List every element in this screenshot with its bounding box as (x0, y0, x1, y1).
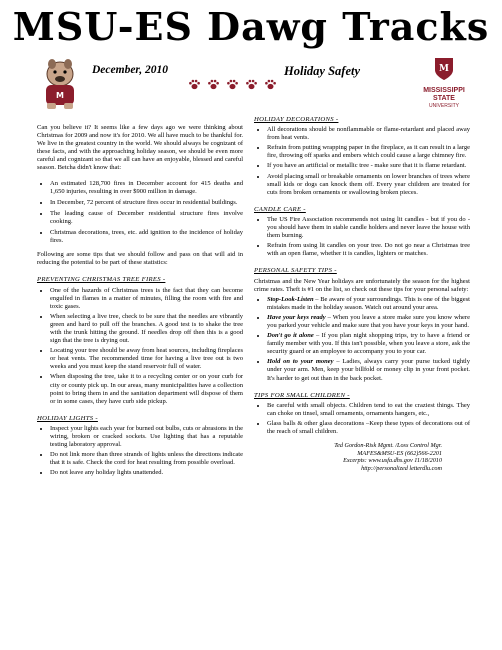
section-heading-personal-safety: PERSONAL SAFETY TIPS - (254, 267, 337, 275)
list-item: • An estimated 128,700 fires in December account for 415 deaths and 1,650 injuries, resulting in over $900 million in damage. (50, 180, 243, 196)
footer-source-date: Excerpts: www.usfa.dhs.gov 11/18/2010 (343, 457, 442, 465)
personal-safety-list (254, 296, 470, 383)
shield-icon (433, 56, 455, 82)
svg-text:M: M (439, 64, 449, 74)
right-column (254, 116, 470, 472)
university-logo (414, 56, 474, 109)
issue-title: Holiday Safety (284, 64, 361, 78)
list-item: • The US Fire Association recommends not using lit candles - but if you do - you should have them in stable candle holders and never leave the house with them burning. (267, 216, 470, 240)
list-item: • When selecting a live tree, check to be sure that the needles are vibrantly green and hard to pull off the branches. A good test is to shake the tree with the trunk hitting the ground. If needles drop off then this is a good sign that the tree is drying out. (50, 313, 243, 345)
lights-list (37, 425, 243, 478)
svg-text:M: M (56, 91, 64, 100)
logo-name: MISSISSIPPI STATE (423, 87, 465, 102)
footer-link[interactable]: http://personalized letterdlu.com (361, 464, 442, 472)
tips-intro: Following are some tips that we should follow and pass on that will aid in reducing the potential to be part of these statistics: (37, 251, 243, 267)
section-heading-decorations: HOLIDAY DECORATIONS - (254, 116, 339, 123)
list-item: • All decorations should be nonflammable or flame-retardant and placed away from heat vents. (267, 126, 470, 142)
list-item: • The leading cause of December residential structure fires involve cooking. (50, 210, 243, 226)
list-item: • Do not link more than three strands of lights unless the directions indicate that it is safe. Check the cord for heat resulting from possible overload. (50, 451, 243, 467)
decorations-list (254, 126, 470, 197)
list-item: • Refrain from putting wrapping paper in the fireplace, as it can result in a large fire, throwing off sparks and embers which could cause a large chimney fire. (267, 144, 470, 160)
statistics-list (37, 180, 243, 246)
tip-lead: Have your keys ready (267, 313, 326, 321)
small-children-list (254, 402, 470, 436)
list-item: • Glass balls & other glass decorations –Keep these types of decorations out of the reach of small children. (267, 420, 470, 436)
personal-safety-intro: Christmas and the New Year holidays are unfortunately the season for the highest crime rates. Theft is #1 on the list, so check out these tips for your personal safety: (254, 277, 470, 293)
list-item: • Be careful with small objects. Children tend to eat the craziest things. They can choke on tinsel, small ornaments, ornaments hangers, etc., (267, 402, 470, 418)
paw-print-icon (226, 78, 239, 96)
list-item (267, 332, 470, 356)
paw-print-row (188, 78, 283, 92)
paw-print-icon (207, 78, 220, 96)
list-item: • Do not leave any holiday lights unattended. (50, 469, 243, 477)
section-heading-lights: HOLIDAY LIGHTS - (37, 414, 98, 422)
intro-paragraph: Can you believe it? It seems like a few days ago we were thinking about Christmas for 2009 and now it's for 2010. We all have much to be thankful for. We live in the greatest country in the world. We should always be cognizant of these facts, and with the approaching holiday season, we should be even more careful and cognizant so that we all can have an enjoyable, blessed and careful season. Betcha didn't know that: (37, 124, 243, 172)
candle-list (254, 216, 470, 258)
tree-fire-list (37, 287, 243, 406)
list-item: • If you have an artificial or metallic tree - make sure that it is flame retardant. (267, 162, 470, 170)
bulldog-mascot-image (32, 56, 88, 112)
author-footer (254, 442, 470, 472)
list-item (267, 358, 470, 382)
paw-print-icon (264, 78, 277, 96)
footer-phone: MAFES&MSU-ES (662)566-2201 (357, 449, 442, 457)
tip-lead: Stop-Look-Listen (267, 295, 314, 303)
paw-print-icon (188, 78, 201, 96)
tip-text: – Ladies, always carry your purse tucked tightly under your arm. Men, keep your billfold or money clip in your front pocket. It's harder to get out than in the back pocket. (267, 358, 470, 382)
section-heading-tree-fires: PREVENTING CHRISTMAS TREE FIRES - (37, 276, 166, 284)
footer-author: Ted Gordon-Risk Mgmt. /Loss Control Mgr. (334, 442, 442, 450)
list-item: • Refrain from using lit candles on your tree. Do not go near a Christmas tree with an open flame, whether it is candles, lighters or matches. (267, 242, 470, 258)
tip-text: – When you leave a store make sure you know where you parked your vehicle and make sure that you have your keys in your hand. (267, 313, 470, 329)
logo-subtitle: UNIVERSITY (428, 103, 459, 109)
tip-text: – If you plan night shopping trips, try to have a friend or family member with you. If this isn't possible, when you leave a store, ask the security guard or an employee to accompany you to your car. (267, 332, 471, 356)
tip-lead: Don't go it alone (267, 332, 314, 340)
list-item (267, 296, 470, 312)
list-item: • Locating your tree should be away from heat sources, including fireplaces or heat vents. The recommended time for having a live tree out is two weeks and you must keep the stand reservoir full of water. (50, 347, 243, 371)
list-item: • One of the hazards of Christmas trees is the fact that they can become engulfed in flames in a matter of minutes, filling the room with fire and toxic gases. (50, 287, 243, 311)
tip-lead: Hold on to your money (267, 358, 334, 366)
left-column (37, 124, 243, 483)
section-heading-candles: CANDLE CARE - (254, 205, 306, 213)
list-item (267, 314, 470, 330)
list-item: • Avoid placing small or breakable ornaments on lower branches of trees where small kids or dogs can knock them off. Every year children are treated for cuts from broken ornaments or swallowing broken pieces. (267, 173, 470, 197)
tip-text: – Be aware of your surroundings. This is one of the biggest mistakes made in the holiday season. Watch out around your area. (267, 295, 470, 311)
paw-print-icon (245, 78, 258, 96)
section-heading-small-children: TIPS FOR SMALL CHILDREN - (254, 391, 350, 399)
list-item: • Inspect your lights each year for burned out bulbs, cuts or abrasions in the wiring, broken or cracked sockets. Use lighting that has a reputable testing laboratory approval. (50, 425, 243, 449)
list-item: • In December, 72 percent of structure fires occur in residential buildings. (50, 199, 243, 207)
list-item: • Christmas decorations, trees, etc. add ignition to the incidence of holiday fires. (50, 229, 243, 245)
list-item: • When disposing the tree, take it to a recycling center or on your curb for city or county pick up. In our areas, many municipalities have a collection point to bring them in and the sanitation department will dispose of them or in some cases, they have curb side pickup. (50, 373, 243, 405)
issue-date: December, 2010 (92, 64, 169, 76)
masthead-title: MSU-ES Dawg Tracks (12, 4, 490, 49)
